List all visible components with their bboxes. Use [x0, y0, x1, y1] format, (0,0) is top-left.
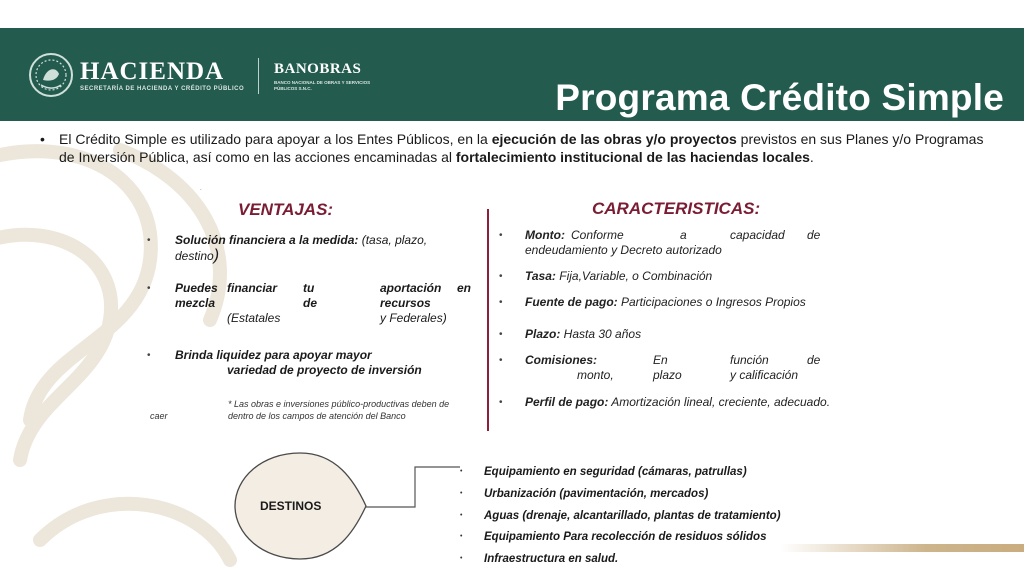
- ventajas-footnote-line2: dentro de los campos de atención del Banco: [228, 411, 406, 421]
- ventajas-footnote-caer: caer: [150, 411, 168, 421]
- ventajas-item2-l3a: (Estatales: [227, 311, 281, 325]
- intro-text-1: El Crédito Simple es utilizado para apoyar a los Entes Públicos, en la: [59, 131, 492, 147]
- caracteristicas-heading: CARACTERISTICAS:: [592, 199, 761, 218]
- fuente-text: Participaciones o Ingresos Propios: [617, 295, 806, 309]
- caracteristica-comisiones: [499, 353, 822, 385]
- ventajas-item1-paren: ): [213, 247, 220, 264]
- perfil-label: Perfil de pago:: [525, 395, 609, 409]
- intro-paragraph: [40, 130, 1000, 166]
- caracteristica-tasa: [499, 269, 822, 284]
- plazo-text: Hasta 30 años: [560, 327, 642, 341]
- bullet-icon: •: [147, 283, 151, 294]
- ventajas-item-solucion: [147, 233, 465, 264]
- bullet-icon: •: [147, 350, 151, 361]
- comisiones-l2b: plazo: [653, 368, 682, 382]
- bullet-icon: •: [499, 355, 503, 366]
- ventajas-item1-label: Solución financiera a la medida:: [175, 233, 359, 247]
- ventajas-item2-l3b: y Federales): [380, 311, 447, 325]
- bullet-icon: •: [499, 397, 503, 408]
- monto-label: Monto:: [525, 228, 565, 242]
- monto-w1: Conforme: [571, 228, 624, 242]
- header-bar: [0, 28, 1024, 121]
- page-title: Programa Crédito Simple: [555, 77, 1004, 118]
- intro-bold-2: fortalecimiento institucional de las haciendas locales: [455, 149, 810, 165]
- destino-item: Infraestructura en salud.: [484, 553, 619, 565]
- intro-bold-1: ejecución de las obras y/o proyectos: [491, 131, 737, 147]
- ventajas-item3-line1: Brinda liquidez para apoyar mayor: [175, 348, 372, 362]
- destino-item: Urbanización (pavimentación, mercados): [484, 488, 709, 500]
- stray-dot: .: [200, 186, 202, 192]
- ventajas-item2-w1: Puedes: [175, 281, 218, 295]
- perfil-text: Amortización lineal, creciente, adecuado.: [608, 395, 831, 409]
- comisiones-w1: En: [653, 353, 668, 367]
- fuente-label: Fuente de pago:: [525, 295, 618, 309]
- destinos-label: DESTINOS: [260, 499, 322, 513]
- ventajas-item2-w5: en: [457, 281, 472, 295]
- bullet-icon: •: [460, 490, 463, 497]
- caracteristica-plazo: [499, 327, 822, 342]
- bullet-icon: •: [499, 271, 503, 282]
- logo-divider: [258, 58, 259, 94]
- bullet-icon: •: [499, 230, 503, 241]
- mexican-coat-of-arms-icon: [28, 52, 74, 98]
- ventajas-item1-text: (tasa, plazo,: [358, 233, 428, 247]
- bullet-icon: •: [460, 533, 463, 540]
- ventajas-item-liquidez: [147, 348, 465, 378]
- ventajas-item2-l2a: mezcla: [175, 296, 216, 310]
- monto-w2: a: [680, 228, 687, 242]
- comisiones-w2: función: [730, 353, 769, 367]
- bullet-icon: •: [147, 235, 151, 246]
- bullet-icon: •: [460, 468, 463, 475]
- ventajas-heading: VENTAJAS:: [238, 200, 334, 219]
- hacienda-logo: HACIENDA: [80, 58, 225, 85]
- banobras-logo: BANOBRAS: [274, 61, 362, 77]
- bullet-icon: •: [40, 131, 45, 147]
- comisiones-l2c: y calificación: [730, 368, 799, 382]
- plazo-label: Plazo:: [525, 327, 561, 341]
- comisiones-l2a: monto,: [577, 368, 614, 382]
- intro-text-2: previstos en sus Planes y/o Programas de Inversión Pública, así como en las acciones encaminadas al: [59, 131, 984, 165]
- destino-item: Equipamiento en seguridad (cámaras, patrullas): [484, 466, 747, 478]
- bullet-icon: •: [460, 555, 463, 562]
- caracteristica-perfil: [499, 395, 865, 410]
- ventajas-footnote-line1: * Las obras e inversiones público-productivas deben de: [228, 399, 450, 409]
- monto-w3: capacidad: [730, 228, 785, 242]
- destino-item: Aguas (drenaje, alcantarillado, plantas de tratamiento): [484, 510, 781, 522]
- comisiones-w3: de: [807, 353, 821, 367]
- bullet-icon: •: [460, 512, 463, 519]
- banobras-logo-subtitle: BANCO NACIONAL DE OBRAS Y SERVICIOS PÚBLICOS S.N.C.: [274, 80, 371, 91]
- ventajas-item2-l2b: de: [303, 296, 318, 310]
- ventajas-item2-w2: financiar: [227, 281, 278, 295]
- caracteristica-fuente: [499, 295, 822, 310]
- comisiones-label: Comisiones:: [525, 353, 598, 367]
- caracteristica-monto: [499, 228, 822, 260]
- tasa-text: Fija,Variable, o Combinación: [555, 269, 713, 283]
- monto-w4: de: [807, 228, 821, 242]
- ventajas-item2-w3: tu: [303, 281, 315, 295]
- monto-line2: endeudamiento y Decreto autorizado: [525, 243, 722, 257]
- ventajas-item3-line2: variedad de proyecto de inversión: [227, 363, 422, 377]
- bullet-icon: •: [499, 297, 503, 308]
- intro-text-3: .: [809, 149, 814, 165]
- bullet-icon: •: [499, 329, 503, 340]
- destino-item: Equipamiento Para recolección de residuos sólidos: [484, 531, 767, 543]
- ventajas-item2-l2c: recursos: [380, 296, 431, 310]
- hacienda-logo-subtitle: SECRETARÍA DE HACIENDA Y CRÉDITO PÚBLICO: [80, 86, 245, 92]
- column-separator: [487, 209, 489, 431]
- decorative-gold-band: [780, 544, 1024, 552]
- ventajas-item2-w4: aportación: [380, 281, 442, 295]
- ventajas-item1-line2: destino: [175, 249, 214, 263]
- tasa-label: Tasa:: [525, 269, 556, 283]
